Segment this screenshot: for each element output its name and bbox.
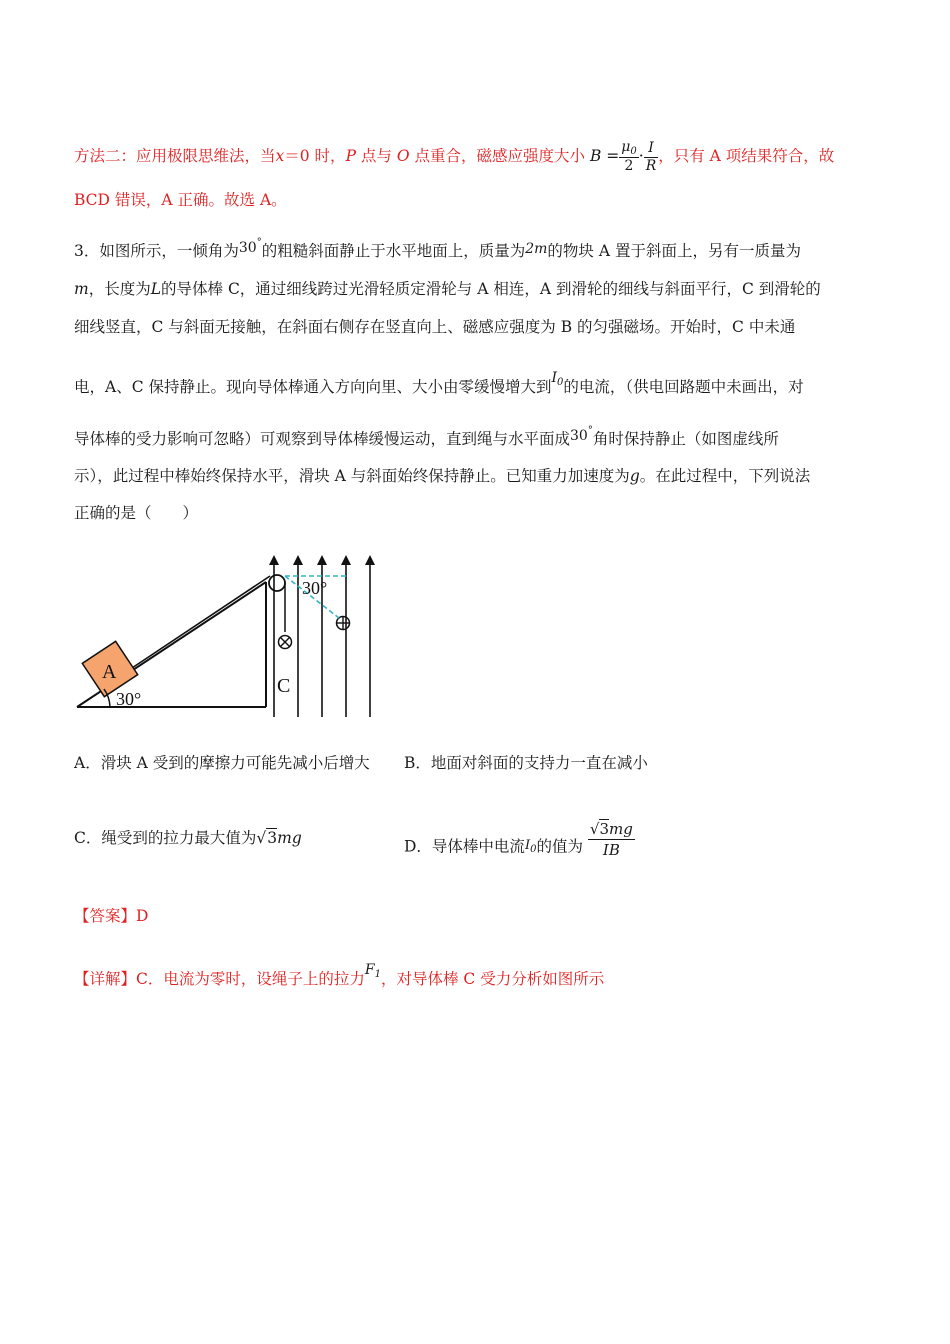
frac-I: I bbox=[648, 139, 654, 156]
fraction-mu0-over-2 bbox=[619, 139, 638, 175]
incline-angle-label: 30° bbox=[116, 689, 142, 709]
formula-B-symbol: B bbox=[589, 147, 602, 165]
q-text-2a: ，长度为 bbox=[88, 280, 151, 298]
physics-diagram bbox=[74, 552, 384, 722]
option-A: A．滑块 A 受到的摩擦力可能先减小后增大 bbox=[74, 754, 370, 772]
var-O: O bbox=[396, 147, 410, 165]
force-F1 bbox=[365, 962, 381, 978]
option-D-I-sub: 0 bbox=[530, 843, 537, 855]
q-text-1b: 的粗糙斜面静止于水平地面上，质量为 bbox=[261, 242, 526, 260]
angle-30 bbox=[238, 237, 262, 256]
q-text-1c: 的物块 A 置于斜面上，另有一质量为 bbox=[547, 242, 801, 260]
var-x: x bbox=[275, 147, 285, 165]
option-C-text: C．绳受到的拉力最大值为 bbox=[74, 829, 257, 847]
frac-numerator bbox=[588, 819, 635, 839]
answer-value: D bbox=[136, 907, 149, 925]
question-line3: 细线竖直，C 与斜面无接触，在斜面右侧存在竖直向上、磁感应强度为 B 的匀强磁场。开始时，C 中未通 bbox=[74, 318, 796, 336]
q-text-2b: 的导体棒 C，通过细线跨过光滑轻质定滑轮与 A 相连，A 到滑轮的细线与斜面平行，C 到滑轮的 bbox=[161, 280, 821, 298]
option-D bbox=[404, 820, 635, 868]
var-g: g bbox=[629, 467, 640, 485]
method2-line2: BCD 错误，A 正确。故选 A。 bbox=[74, 191, 287, 209]
q-text-5b: 角时保持静止（如图虚线所 bbox=[592, 430, 779, 448]
var-m: m bbox=[74, 280, 89, 298]
angle2-degree: ° bbox=[587, 425, 593, 436]
var-P: P bbox=[345, 147, 356, 165]
detail-tag: 【详解】 bbox=[74, 970, 137, 988]
frac-2: 2 bbox=[619, 157, 638, 175]
pulley bbox=[269, 575, 285, 591]
question-line4 bbox=[74, 370, 804, 401]
method2-text-3: 点与 bbox=[356, 147, 397, 165]
option-D-I: I bbox=[524, 837, 531, 853]
answer-tag: 【答案】 bbox=[74, 907, 137, 925]
formula-B bbox=[589, 139, 658, 174]
detail-line bbox=[74, 962, 605, 993]
rope-angle-label: 30° bbox=[302, 578, 328, 598]
current-I-sub: 0 bbox=[557, 377, 564, 388]
method2-line1 bbox=[74, 139, 834, 175]
q-text-4b: 的电流，（供电回路题中未画出，对 bbox=[563, 378, 804, 396]
method2-text-2: ＝0 时， bbox=[284, 147, 346, 165]
rope-incline bbox=[129, 576, 270, 670]
sqrt-symbol: √ bbox=[256, 829, 267, 847]
var-L: L bbox=[150, 280, 162, 298]
frac-radicand: 3 bbox=[599, 820, 610, 838]
option-C bbox=[74, 827, 302, 849]
method2-text-5: ，只有 A 项结果符合，故 bbox=[658, 147, 835, 165]
sqrt-3mg bbox=[256, 828, 301, 847]
question-line7: 正确的是（ ） bbox=[74, 504, 199, 522]
question-line2 bbox=[74, 278, 821, 300]
question-line5 bbox=[74, 425, 779, 453]
frac-mu-sub: 0 bbox=[630, 146, 637, 157]
fraction-I-over-R bbox=[644, 140, 659, 175]
frac-mg: mg bbox=[609, 820, 633, 838]
method2-text-4: 点重合，磁感应强度大小 bbox=[409, 147, 586, 165]
angle2-value: 30 bbox=[570, 428, 588, 444]
q-text-4a: 电，A、C 保持静止。现向导体棒通入方向向里、大小由零缓慢增大到 bbox=[74, 378, 552, 396]
q-text-6b: 。在此过程中，下列说法 bbox=[639, 467, 811, 485]
mg-term: mg bbox=[277, 829, 302, 847]
q-text-1a: 3．如图所示，一倾角为 bbox=[74, 242, 239, 260]
sqrt-radicand bbox=[266, 828, 277, 847]
formula-eq: = bbox=[601, 147, 620, 165]
formula-dot: · bbox=[638, 147, 644, 165]
question-line1 bbox=[74, 237, 801, 265]
current-I: I bbox=[551, 370, 558, 386]
radicand-3: 3 bbox=[267, 829, 278, 847]
angle-degree: ° bbox=[256, 237, 262, 248]
fraction-sqrt3mg-over-IB bbox=[588, 819, 635, 860]
detail-text-b: ，对导体棒 C 受力分析如图所示 bbox=[380, 970, 605, 988]
rod-C-label: C bbox=[277, 675, 291, 697]
option-D-I0 bbox=[525, 838, 537, 853]
current-I0 bbox=[551, 370, 563, 386]
question-line6 bbox=[74, 465, 810, 487]
force-F: F bbox=[364, 962, 375, 978]
frac-denominator: IB bbox=[588, 839, 635, 860]
q-text-5a: 导体棒的受力影响可忽略）可观察到导体棒缓慢运动，直到绳与水平面成 bbox=[74, 430, 571, 448]
force-F-sub: 1 bbox=[374, 969, 381, 980]
method2-text-1: 方法二：应用极限思维法，当 bbox=[74, 147, 276, 165]
block-A-label: A bbox=[102, 661, 117, 683]
option-D-text: D．导体棒中电流 bbox=[404, 837, 525, 856]
angle-value: 30 bbox=[238, 240, 257, 256]
detail-text-a: C．电流为零时，设绳子上的拉力 bbox=[136, 970, 365, 988]
q-text-6a: 示），此过程中棒始终保持水平，滑块 A 与斜面始终保持静止。已知重力加速度为 bbox=[74, 467, 630, 485]
frac-R: R bbox=[645, 157, 657, 174]
angle-30-b bbox=[570, 425, 593, 444]
option-B: B．地面对斜面的支持力一直在减小 bbox=[404, 754, 648, 772]
frac-mu: μ bbox=[621, 139, 631, 155]
answer-line bbox=[74, 905, 148, 927]
mass-2m: 2m bbox=[525, 241, 548, 257]
option-D-mid: 的值为 bbox=[536, 837, 583, 856]
frac-sqrt-symbol: √ bbox=[589, 820, 600, 838]
